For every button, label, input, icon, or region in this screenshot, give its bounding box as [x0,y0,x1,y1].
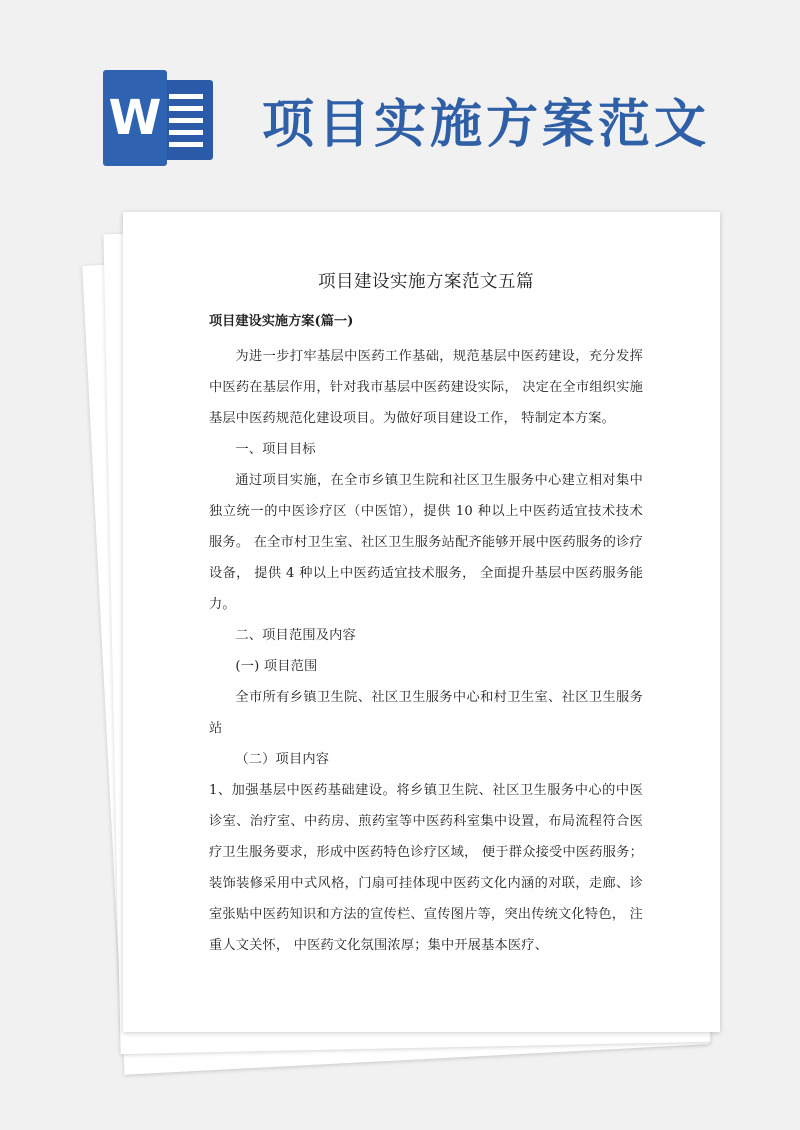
banner [0,0,800,200]
paragraph: 1、加强基层中医药基础建设。将乡镇卫生院、社区卫生服务中心的中医诊室、治疗室、中药房、煎药室等中医药科室集中设置，布局流程符合医疗卫生服务要求，形成中医药特色诊疗区域， 便于群众接受中医药服务；装饰装修采用中式风格，门扇可挂体现中医药文化内涵的对联，走廊、诊室张贴中医药知识和方法的宣传栏、宣传图片等，突出传统文化特色， 注重人文关怀， 中医药文化氛围浓厚；集中开展基本医疗、 [209,783,643,953]
paragraph: 为进一步打牢基层中医药工作基础，规范基层中医药建设，充分发挥中医药在基层作用，针对我市基层中医药建设实际， 决定在全市组织实施基层中医药规范化建设项目。为做好项目建设工作， 特制定本方案。 [209,349,643,426]
paragraph: 全市所有乡镇卫生院、社区卫生服务中心和村卫生室、社区卫生服务站 [209,690,643,736]
word-letter-tile: W [103,70,167,166]
paragraph: (一) 项目范围 [235,659,318,674]
banner-title: 项目实施方案范文 [262,95,711,155]
paragraph: （二）项目内容 [235,752,330,767]
paragraph: 一、项目目标 [235,442,316,457]
section-heading: 项目建设实施方案(篇一) [209,314,354,329]
paragraph: 通过项目实施，在全市乡镇卫生院和社区卫生服务中心建立相对集中独立统一的中医诊疗区（中医馆），提供 10 种以上中医药适宜技术技术服务。 在全市村卫生室、社区卫生服务站配齐能够开展中医药服务的诊疗设备， 提供 4 种以上中医药适宜技术服务， 全面提升基层中医药服务能力。 [209,473,643,612]
paragraph: 二、项目范围及内容 [235,628,356,643]
document-title: 项目建设实施方案范文五篇 [318,272,534,292]
document-content [209,268,643,961]
word-document-icon [103,70,215,166]
document-page [123,212,720,1032]
paragraph-list [209,341,643,961]
